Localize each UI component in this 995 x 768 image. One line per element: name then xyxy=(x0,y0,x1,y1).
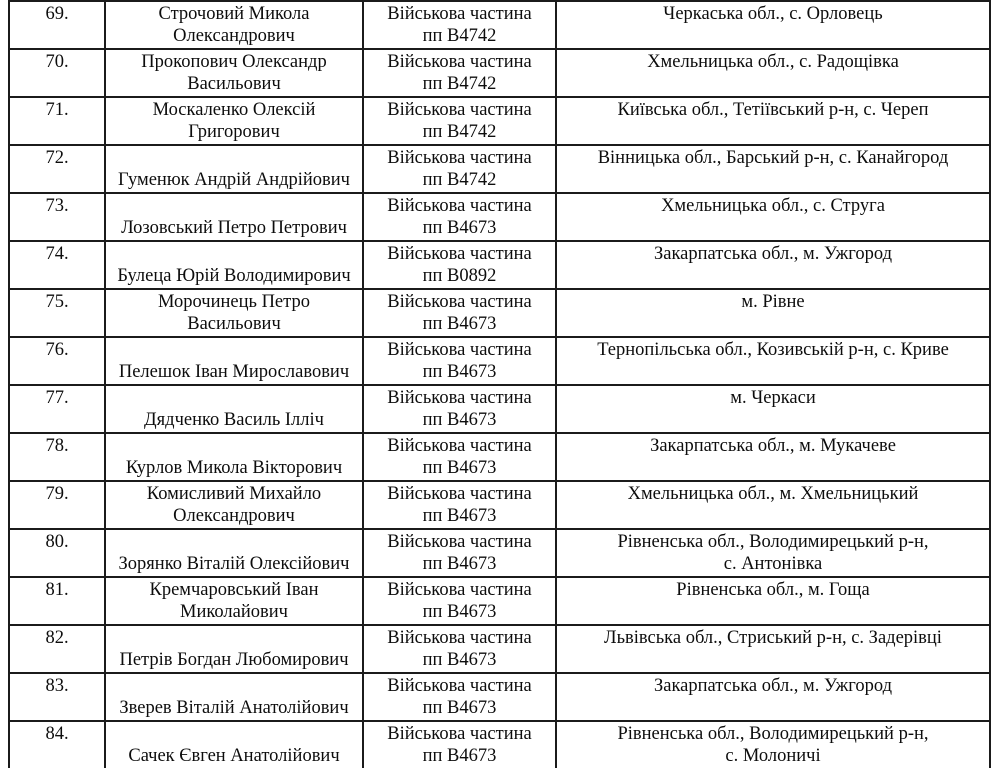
person-name-line: Дядченко Василь Ілліч xyxy=(144,410,324,430)
row-number-cell xyxy=(9,1,105,49)
unit-cell xyxy=(363,97,556,145)
location-line: Рівненська обл., м. Гоща xyxy=(676,580,870,600)
table-row xyxy=(9,241,990,289)
unit-cell xyxy=(363,337,556,385)
military-unit-line: Військова частина xyxy=(387,52,532,72)
row-number: 70. xyxy=(45,52,69,72)
row-number-cell xyxy=(9,145,105,193)
row-number: 73. xyxy=(45,196,69,216)
person-name-line: Гуменюк Андрій Андрійович xyxy=(118,170,350,190)
row-number: 84. xyxy=(45,724,69,744)
person-name-line: Васильович xyxy=(187,314,281,334)
unit-cell xyxy=(363,193,556,241)
row-number: 80. xyxy=(45,532,69,552)
person-name-line: Олександрович xyxy=(173,506,295,526)
name-cell xyxy=(105,97,363,145)
name-cell xyxy=(105,193,363,241)
row-number: 81. xyxy=(45,580,69,600)
row-number-cell xyxy=(9,49,105,97)
military-unit-line: пп В4742 xyxy=(422,122,497,142)
location-line: м. Рівне xyxy=(741,292,805,312)
table-row xyxy=(9,673,990,721)
row-number: 69. xyxy=(45,4,69,24)
table-row xyxy=(9,721,990,768)
location-cell xyxy=(556,337,990,385)
name-cell xyxy=(105,673,363,721)
military-unit-line: пп В4673 xyxy=(422,506,497,526)
person-name-line: Кремчаровський Іван xyxy=(149,580,319,600)
row-number-cell xyxy=(9,97,105,145)
person-name-line: Москаленко Олексій xyxy=(152,100,316,120)
military-unit-line: пп В4673 xyxy=(422,698,497,718)
military-unit-line: пп В4673 xyxy=(422,362,497,382)
name-cell xyxy=(105,241,363,289)
location-cell xyxy=(556,241,990,289)
person-name-line: Комисливий Михайло xyxy=(146,484,322,504)
location-line: Закарпатська обл., м. Мукачеве xyxy=(650,436,896,456)
military-unit-line: Військова частина xyxy=(387,4,532,24)
row-number: 77. xyxy=(45,388,69,408)
name-cell xyxy=(105,385,363,433)
row-number-cell xyxy=(9,529,105,577)
unit-cell xyxy=(363,673,556,721)
row-number: 82. xyxy=(45,628,69,648)
location-cell xyxy=(556,673,990,721)
row-number-cell xyxy=(9,673,105,721)
military-unit-line: Військова частина xyxy=(387,484,532,504)
location-cell xyxy=(556,289,990,337)
table-row xyxy=(9,625,990,673)
location-line: Рівненська обл., Володимирецький р-н, xyxy=(617,532,929,552)
row-number: 78. xyxy=(45,436,69,456)
military-unit-line: Військова частина xyxy=(387,196,532,216)
row-number: 79. xyxy=(45,484,69,504)
person-name-line xyxy=(108,723,360,745)
location-line: Вінницька обл., Барський р-н, с. Канайгород xyxy=(597,148,949,168)
row-number: 83. xyxy=(45,676,69,696)
military-unit-line: Військова частина xyxy=(387,676,532,696)
table-row xyxy=(9,49,990,97)
military-unit-line: Військова частина xyxy=(387,244,532,264)
location-line: с. Молоничі xyxy=(725,746,821,766)
military-unit-line: Військова частина xyxy=(387,388,532,408)
location-cell xyxy=(556,481,990,529)
table-row xyxy=(9,193,990,241)
name-cell xyxy=(105,721,363,768)
location-cell xyxy=(556,625,990,673)
location-cell xyxy=(556,97,990,145)
person-name-line: Пелешок Іван Мирославович xyxy=(118,362,350,382)
military-unit-line: пп В4673 xyxy=(422,602,497,622)
personnel-table xyxy=(8,0,991,768)
person-name-line: Прокопович Олександр xyxy=(141,52,327,72)
row-number-cell xyxy=(9,481,105,529)
row-number-cell xyxy=(9,289,105,337)
unit-cell xyxy=(363,433,556,481)
unit-cell xyxy=(363,625,556,673)
military-unit-line: Військова частина xyxy=(387,724,532,744)
person-name-line xyxy=(108,531,360,553)
personnel-table-body xyxy=(9,1,990,768)
table-row xyxy=(9,1,990,49)
location-cell xyxy=(556,1,990,49)
person-name-line: Морочинець Петро xyxy=(158,292,310,312)
military-unit-line: пп В4673 xyxy=(422,458,497,478)
person-name-line: Олександрович xyxy=(173,26,295,46)
person-name-line: Зверев Віталій Анатолійович xyxy=(119,698,349,718)
person-name-line xyxy=(108,627,360,649)
military-unit-line: Військова частина xyxy=(387,292,532,312)
person-name-line xyxy=(108,387,360,409)
person-name-line: Григорович xyxy=(188,122,280,142)
row-number-cell xyxy=(9,337,105,385)
row-number-cell xyxy=(9,193,105,241)
row-number-cell xyxy=(9,385,105,433)
row-number: 72. xyxy=(45,148,69,168)
row-number: 74. xyxy=(45,244,69,264)
military-unit-line: пп В4673 xyxy=(422,314,497,334)
person-name-line xyxy=(108,339,360,361)
name-cell xyxy=(105,145,363,193)
unit-cell xyxy=(363,145,556,193)
location-line: Тернопільська обл., Козивській р-н, с. Криве xyxy=(597,340,949,360)
table-row xyxy=(9,433,990,481)
row-number-cell xyxy=(9,577,105,625)
location-line: Рівненська обл., Володимирецький р-н, xyxy=(617,724,929,744)
person-name-line: Курлов Микола Вікторович xyxy=(125,458,343,478)
row-number: 75. xyxy=(45,292,69,312)
location-line: Хмельницька обл., с. Радощівка xyxy=(647,52,899,72)
person-name-line: Лозовський Петро Петрович xyxy=(121,218,347,238)
military-unit-line: пп В4673 xyxy=(422,218,497,238)
table-row xyxy=(9,97,990,145)
location-line: Хмельницька обл., с. Струга xyxy=(661,196,885,216)
military-unit-line: пп В4673 xyxy=(422,650,497,670)
name-cell xyxy=(105,577,363,625)
military-unit-line: Військова частина xyxy=(387,532,532,552)
location-cell xyxy=(556,577,990,625)
row-number-cell xyxy=(9,433,105,481)
table-row xyxy=(9,385,990,433)
location-line: м. Черкаси xyxy=(730,388,816,408)
person-name-line xyxy=(108,195,360,217)
unit-cell xyxy=(363,577,556,625)
person-name-line: Булеца Юрій Володимирович xyxy=(117,266,351,286)
military-unit-line: пп В4742 xyxy=(422,26,497,46)
person-name-line xyxy=(108,435,360,457)
military-unit-line: Військова частина xyxy=(387,580,532,600)
row-number: 71. xyxy=(45,100,69,120)
unit-cell xyxy=(363,289,556,337)
name-cell xyxy=(105,289,363,337)
person-name-line xyxy=(108,675,360,697)
name-cell xyxy=(105,529,363,577)
row-number-cell xyxy=(9,721,105,768)
person-name-line: Строчовий Микола xyxy=(158,4,310,24)
location-line: Львівська обл., Стриський р-н, с. Задерівці xyxy=(604,628,942,648)
location-cell xyxy=(556,49,990,97)
unit-cell xyxy=(363,49,556,97)
person-name-line: Петрів Богдан Любомирович xyxy=(119,650,349,670)
military-unit-line: Військова частина xyxy=(387,340,532,360)
table-row xyxy=(9,337,990,385)
military-unit-line: пп В0892 xyxy=(422,266,497,286)
military-unit-line: пп В4742 xyxy=(422,170,497,190)
military-unit-line: Військова частина xyxy=(387,148,532,168)
military-unit-line: пп В4673 xyxy=(422,410,497,430)
row-number-cell xyxy=(9,625,105,673)
unit-cell xyxy=(363,241,556,289)
location-cell xyxy=(556,721,990,768)
person-name-line: Зорянко Віталій Олексійович xyxy=(118,554,350,574)
row-number-cell xyxy=(9,241,105,289)
person-name-line xyxy=(108,243,360,265)
table-row xyxy=(9,145,990,193)
location-line: Черкаська обл., с. Орловець xyxy=(663,4,883,24)
table-row xyxy=(9,481,990,529)
name-cell xyxy=(105,1,363,49)
military-unit-line: Військова частина xyxy=(387,100,532,120)
person-name-line xyxy=(108,147,360,169)
row-number: 76. xyxy=(45,340,69,360)
person-name-line: Сачек Євген Анатолійович xyxy=(128,746,340,766)
location-cell xyxy=(556,193,990,241)
location-cell xyxy=(556,433,990,481)
location-cell xyxy=(556,385,990,433)
military-unit-line: Військова частина xyxy=(387,436,532,456)
table-row xyxy=(9,289,990,337)
military-unit-line: пп В4673 xyxy=(422,746,497,766)
person-name-line: Миколайович xyxy=(180,602,288,622)
unit-cell xyxy=(363,721,556,768)
location-line: Закарпатська обл., м. Ужгород xyxy=(653,676,893,696)
location-line: Закарпатська обл., м. Ужгород xyxy=(653,244,893,264)
name-cell xyxy=(105,337,363,385)
unit-cell xyxy=(363,481,556,529)
location-line: Хмельницька обл., м. Хмельницький xyxy=(627,484,919,504)
table-row xyxy=(9,577,990,625)
unit-cell xyxy=(363,1,556,49)
name-cell xyxy=(105,481,363,529)
military-unit-line: пп В4742 xyxy=(422,74,497,94)
military-unit-line: пп В4673 xyxy=(422,554,497,574)
unit-cell xyxy=(363,529,556,577)
table-row xyxy=(9,529,990,577)
location-cell xyxy=(556,529,990,577)
location-cell xyxy=(556,145,990,193)
location-line: Київська обл., Тетіївський р-н, с. Череп xyxy=(617,100,929,120)
name-cell xyxy=(105,49,363,97)
unit-cell xyxy=(363,385,556,433)
name-cell xyxy=(105,625,363,673)
person-name-line: Васильович xyxy=(187,74,281,94)
name-cell xyxy=(105,433,363,481)
location-line: с. Антонівка xyxy=(723,554,823,574)
military-unit-line: Військова частина xyxy=(387,628,532,648)
